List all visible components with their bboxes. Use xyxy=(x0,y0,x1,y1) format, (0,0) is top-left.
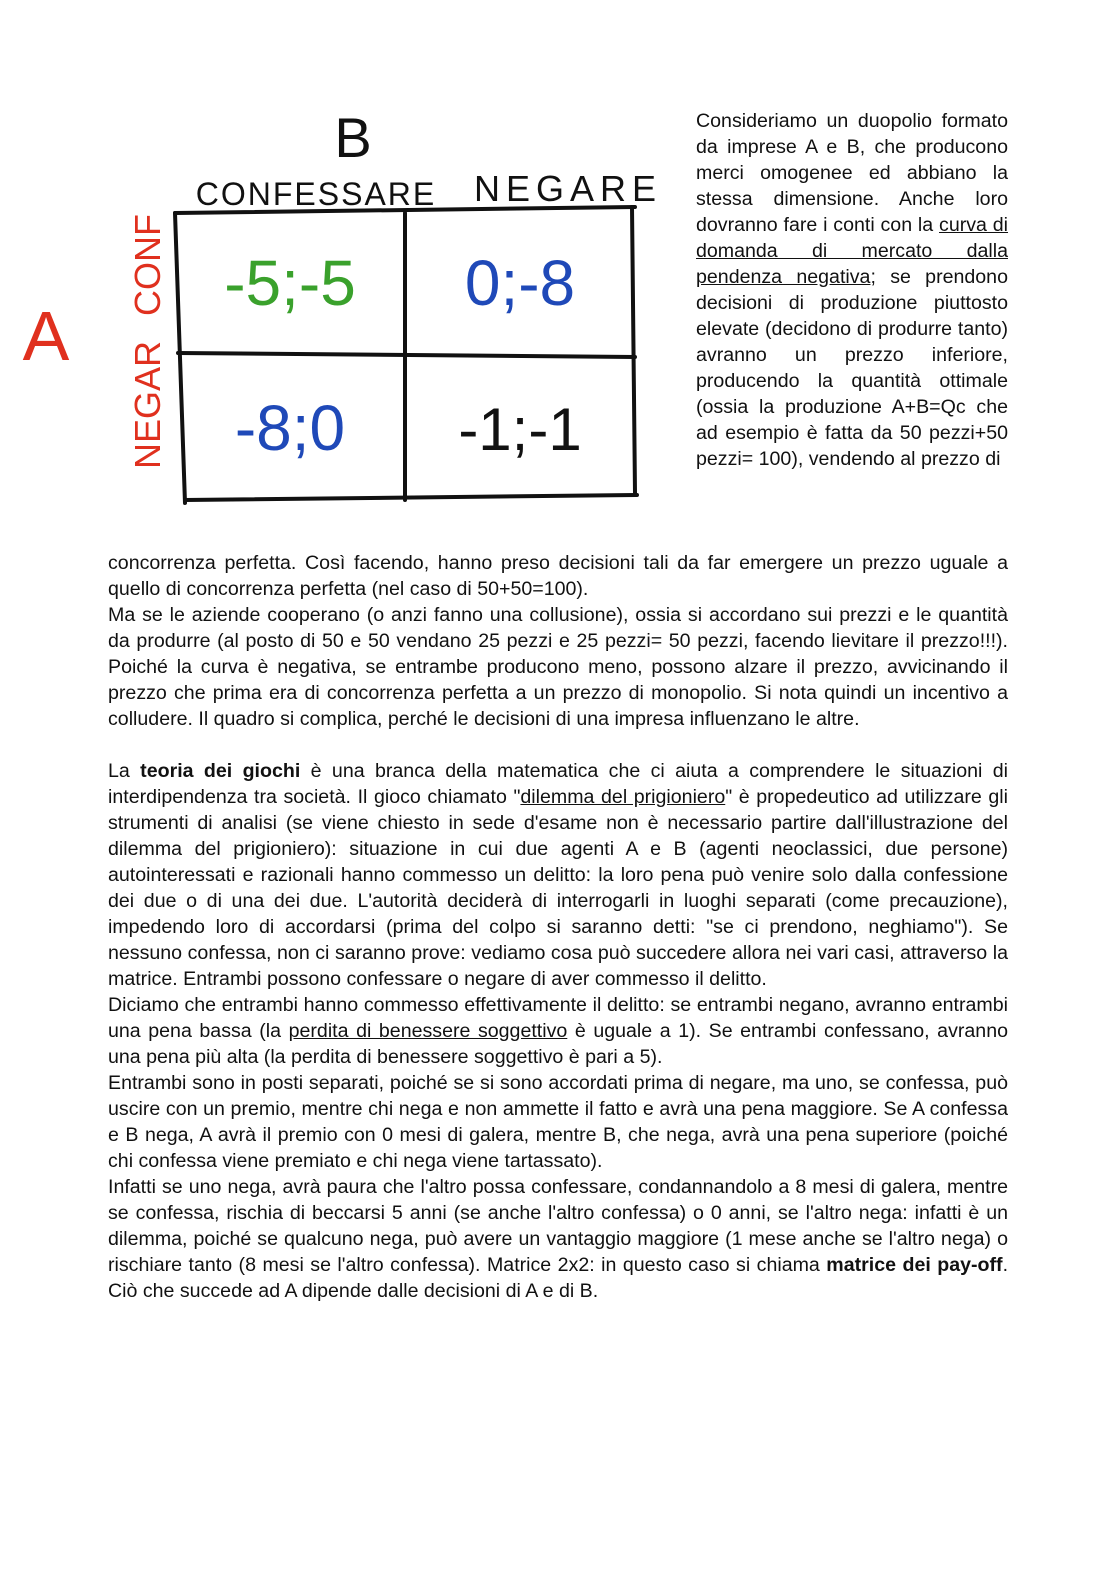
cell-deny-confess: -8;0 xyxy=(234,392,346,464)
link-curva-domanda[interactable]: curva di domanda di mercato dalla pendenza negativa xyxy=(696,214,1009,288)
payoff-matrix-drawing xyxy=(20,95,680,535)
col-header-negare: NEGARE xyxy=(473,168,663,209)
link-dilemma-prigioniero[interactable]: dilemma del prigioniero xyxy=(520,786,726,808)
cell-confess-confess: -5;-5 xyxy=(224,247,356,319)
link-perdita-benessere[interactable]: perdita di benessere soggettivo xyxy=(288,1020,568,1042)
paragraph-5: Entrambi sono in posti separati, poiché se si sono accordati prima di negare, ma uno, se confessa, può uscire con un premio, mentre chi nega e non ammette il fatto e avrà una pena maggiore. Se A confessa e B nega, A avrà il premio con 0 mesi di galera, mentre B, che nega, avrà una pena superiore (poiché chi confessa viene premiato e chi nega viene tartassato). xyxy=(108,1072,1008,1172)
paragraph-2: Ma se le aziende cooperano (o anzi fanno una collusione), ossia si accordano sui prezzi e le quantità da produrre (al posto di 50 e 50 vendano 25 pezzi e 25 pezzi= 50 pezzi, facendo lievitare il prezzo!!!). Poiché la curva è negativa, se entrambe producono meno, possono alzare il prezzo, avvicinando il prezzo che prima era di concorrenza perfetta a un prezzo di monopolio. Si nota quindi un incentivo a colludere. Il quadro si complica, perché le decisioni di una impresa influenzano le altre. xyxy=(108,604,1008,730)
main-text xyxy=(108,550,1008,1304)
side-paragraph xyxy=(696,108,1008,472)
term-matrice-pay-off: matrice dei pay-off xyxy=(826,1254,1003,1276)
paragraph-1: concorrenza perfetta. Così facendo, hanno preso decisioni tali da far emergere un prezzo uguale a quello di concorrenza perfetta (nel caso di 50+50=100). xyxy=(108,552,1008,600)
term-teoria-dei-giochi: teoria dei giochi xyxy=(140,760,301,782)
player-a-label: A xyxy=(22,297,70,375)
cell-confess-deny: 0;-8 xyxy=(464,247,576,319)
cell-deny-deny: -1;-1 xyxy=(458,396,582,463)
p6-text-a: Infatti se uno nega, avrà paura che l'altro possa confessare, condannandolo a 8 mesi di galera, mentre se confessa, rischia di beccarsi 5 anni (se anche l'altro confessa) o 0 anni, se l'altro nega: infatti è un dilemma, poiché se qualcuno nega, può avere un vantaggio maggiore (1 mese anche se l'altro nega) o rischiare tanto (8 mesi se l'altro confessa). Matrice 2x2: in questo caso si chiama xyxy=(108,1176,1008,1276)
paragraph-3 xyxy=(108,758,1008,992)
player-b-label: B xyxy=(334,106,372,169)
paragraph-4 xyxy=(108,992,1008,1070)
p3-text-b: è una branca della matematica che ci aiuta a comprendere le situazioni di interdipendenza tra società. Il gioco chiamato " xyxy=(108,760,1008,808)
p4-text-b: è uguale a 1). Se entrambi confessano, avranno una pena più alta (la perdita di benessere soggettivo è pari a 5). xyxy=(108,1020,1008,1068)
p6-text-b: . Ciò che succede ad A dipende dalle decisioni di A e di B. xyxy=(108,1254,1009,1302)
side-text-1: Consideriamo un duopolio formato da imprese A e B, che producono merci omogenee ed abbiano la stessa dimensione. Anche loro dovranno fare i conti con la xyxy=(696,110,1008,236)
row-header-conf: CONF xyxy=(127,214,168,316)
col-header-confessare: CONFESSARE xyxy=(195,176,437,212)
row-header-negar: NEGAR xyxy=(127,340,168,470)
paragraph-gap xyxy=(108,732,1008,758)
side-paragraph-text xyxy=(696,108,1008,472)
p3-text-c: " è propedeutico ad utilizzare gli strumenti di analisi (se viene chiesto in sede d'esame non è necessario partire dall'illustrazione del dilemma del prigioniero): situazione in cui due agenti A e B (agenti neoclassici, due persone) autointeressati e razionali hanno commesso un delitto: la loro pena può venire solo dalla confessione dei due o di una dei due. L'autorità deciderà di interrogarli in luoghi separati (come precauzione), impedendo loro di accordarsi (prima del colpo si saranno detti: "se ci prendono, neghiamo"). Se nessuno confessa, non ci saranno prove: vediamo cosa può succedere allora nei vari casi, attraverso la matrice. Entrambi possono confessare o negare di aver commesso il delitto. xyxy=(108,786,1008,990)
side-text-2: ; se prendono decisioni di produzione piuttosto elevate (decidono di produrre tanto) avranno un prezzo inferiore, producendo la quantità ottimale (ossia la produzione A+B=Qc che ad esempio è fatta da 50 pezzi+50 pezzi= 100), vendendo al prezzo di xyxy=(696,266,1008,470)
payoff-matrix-svg xyxy=(20,95,680,535)
paragraph-6 xyxy=(108,1174,1008,1304)
p3-text-a: La xyxy=(108,760,141,782)
p4-text-a: Diciamo che entrambi hanno commesso effettivamente il delitto: se entrambi negano, avranno entrambi una pena bassa (la xyxy=(108,994,1008,1042)
